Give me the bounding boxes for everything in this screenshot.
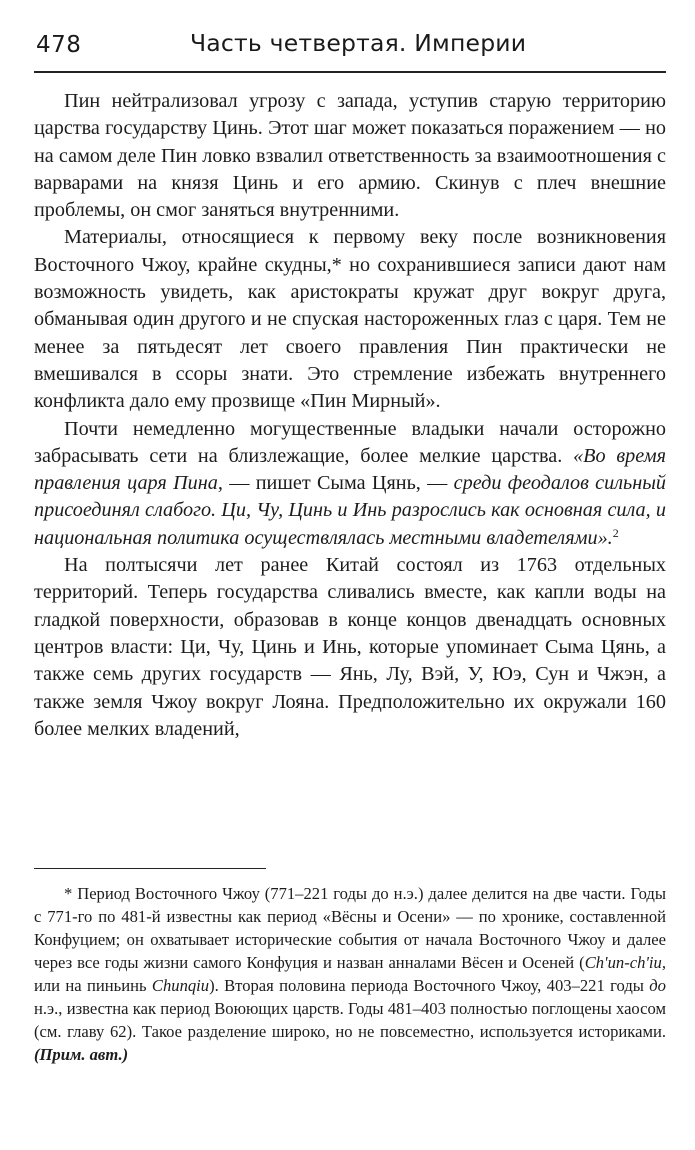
- paragraph-1: Пин нейтрализовал угрозу с запада, уступив старую территорию царства государству Цинь. Этот шаг может показаться поражением — но на самом деле Пин ловко взвалил ответственность за взаимоотношения с варварами на князя Цинь и его армию. Скинув с плеч внешние проблемы, он смог заняться внутренними.: [34, 90, 666, 222]
- main-text: [34, 88, 666, 743]
- footnote-text-2: или на пиньинь: [34, 976, 152, 995]
- footnote-romanization-1: Ch'un-ch'iu,: [584, 953, 666, 972]
- paragraph-2-text-a: Материалы, относящиеся к первому веку после возникновения Восточного Чжоу, крайне скудны,: [34, 226, 666, 276]
- footnote-mark: *: [64, 884, 73, 903]
- footnote-reference-mark[interactable]: *: [331, 253, 342, 276]
- footnote-text-3: ). Вторая половина периода Восточного Чжоу, 403–221 годы: [209, 976, 650, 995]
- paragraph-3-text-a: Почти немедленно могущественные владыки начали осторожно забрасывать сети на близлежащие, более мелкие царства.: [34, 417, 666, 467]
- footnote: [34, 882, 666, 1066]
- footnote-romanization-2: Chunqiu: [151, 976, 210, 995]
- endnote-reference-mark[interactable]: 2: [612, 525, 619, 540]
- footnote-text-1: Период Восточного Чжоу (771–221 годы до н.э.) далее делится на две части. Годы с 771-го по 481-й известны как период «Вёсны и Осени» — по хронике, составленной Конфуцием; он охватывает исторические события от начала Восточного Чжоу и далее через все годы жизни самого Конфуция и назван анналами Вёсен и Осеней (: [34, 884, 666, 972]
- quote-part-1: «Во время правления царя Пина,: [34, 444, 666, 495]
- page-header: [34, 26, 666, 66]
- paragraph-2-text-b: но сохранившиеся записи дают нам возможность увидеть, как аристократы кружат друг вокруг друга, обманывая один другого и не спуская настороженных глаз с царя. Тем не менее за пятьдесят лет своего правления Пин практически не вмешивался в ссоры знати. Это стремление избежать внутреннего конфликта дало ему прозвище «Пин Мирный».: [34, 253, 666, 413]
- footnote-rule: [34, 868, 266, 869]
- running-title: Часть четвертая. Империи: [190, 29, 527, 57]
- footnote-text-4: н.э., известна как период Воюющих царств. Годы 481–403 полностью поглощены хаосом (см. главу 62). Такое разделение широко, но не повсеместно, используется историками.: [34, 999, 666, 1041]
- paragraph-3: [34, 416, 666, 552]
- footnote-italic-do: до: [649, 976, 666, 995]
- quote-part-2: среди феодалов сильный присоединял слабого. Ци, Чу, Цинь и Инь разрослись как основная сила, и национальная политика осуществлялась местными владетелями».: [34, 472, 666, 549]
- page-number: 478: [36, 32, 82, 58]
- footnote-author-note: (Прим. авт.): [34, 1045, 129, 1064]
- header-rule: [34, 71, 666, 73]
- paragraph-4: На полтысячи лет ранее Китай состоял из 1763 отдельных территорий. Теперь государства сливались вместе, как капли воды на гладкой поверхности, образовав в конце концов двенадцать основных центров власти: Ци, Чу, Цинь и Инь, которые упоминает Сыма Цянь, а также семь других государств — Янь, Лу, Вэй, У, Юэ, Сун и Чжэн, а также земля Чжоу вокруг Лояна. Предположительно их окружали 160 более мелких владений,: [34, 554, 666, 740]
- paragraph-2: [34, 224, 666, 415]
- paragraph-3-text-b: — пишет Сыма Цянь, —: [222, 472, 454, 495]
